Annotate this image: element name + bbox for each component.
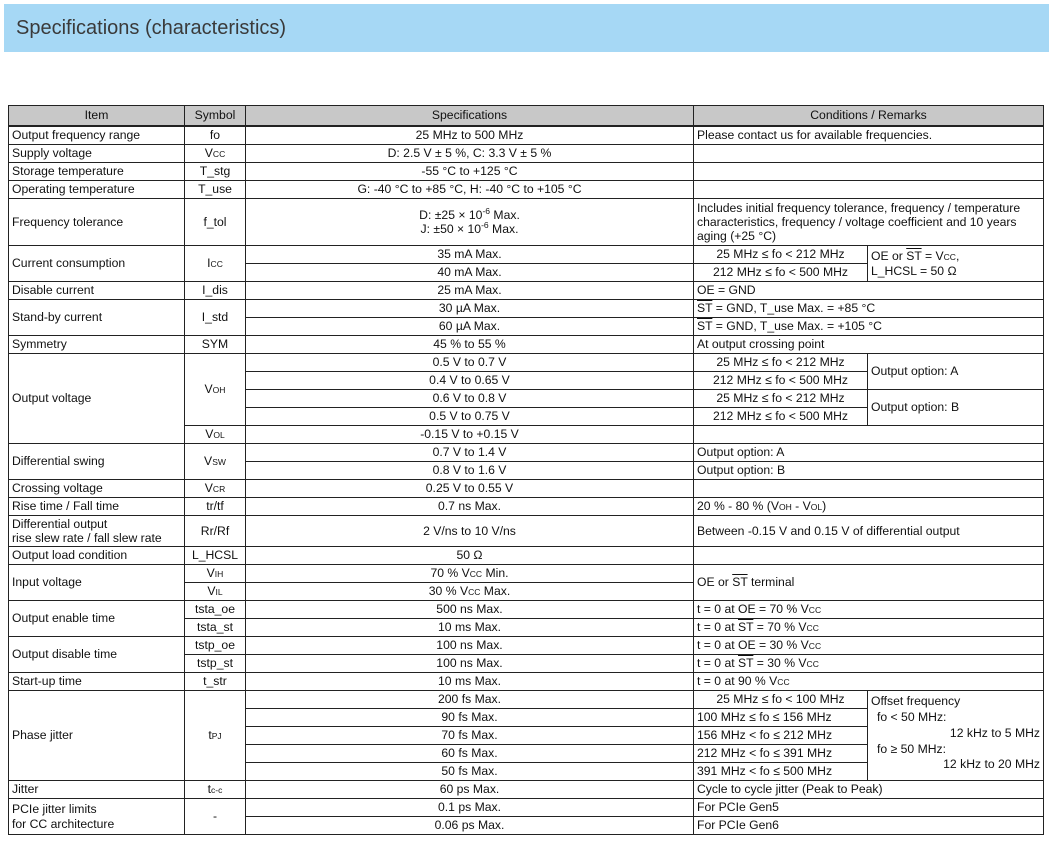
symbol-cell: -: [185, 799, 246, 835]
spec-cell: 25 MHz to 500 MHz: [246, 126, 694, 145]
spec-cell: 0.8 V to 1.6 V: [246, 462, 694, 480]
spec-cell: 0.7 V to 1.4 V: [246, 444, 694, 462]
symbol-cell: VOL: [185, 426, 246, 444]
spec-cell: 0.1 ps Max.: [246, 799, 694, 817]
table-row: [9, 673, 1044, 691]
item-cell: Output enable time: [9, 601, 185, 637]
spec-cell: 30 µA Max.: [246, 300, 694, 318]
item-cell: Jitter: [9, 781, 185, 799]
item-cell: Rise time / Fall time: [9, 498, 185, 516]
condition-cell: 391 MHz < fo ≤ 500 MHz: [694, 763, 868, 781]
symbol-cell: f_tol: [185, 199, 246, 246]
symbol-cell: VIL: [185, 583, 246, 601]
spec-cell: 35 mA Max.: [246, 246, 694, 264]
item-cell: Storage temperature: [9, 163, 185, 181]
spec-cell: 90 fs Max.: [246, 709, 694, 727]
symbol-cell: VCC: [185, 145, 246, 163]
spec-cell: 500 ns Max.: [246, 601, 694, 619]
item-cell: Operating temperature: [9, 181, 185, 199]
symbol-cell: t_str: [185, 673, 246, 691]
symbol-cell: tr/tf: [185, 498, 246, 516]
item-cell: Start-up time: [9, 673, 185, 691]
condition-cell: At output crossing point: [694, 336, 1044, 354]
table-row: [9, 498, 1044, 516]
symbol-cell: fo: [185, 126, 246, 145]
condition-cell: Output option: B: [694, 462, 1044, 480]
item-cell: Output disable time: [9, 637, 185, 673]
condition-cell: Between -0.15 V and 0.15 V of differential output: [694, 516, 1044, 547]
condition-cell: Cycle to cycle jitter (Peak to Peak): [694, 781, 1044, 799]
condition-cell: [694, 181, 1044, 199]
spec-cell: 70 % VCC Min.: [246, 565, 694, 583]
spec-cell: 50 fs Max.: [246, 763, 694, 781]
spec-cell: D: 2.5 V ± 5 %, C: 3.3 V ± 5 %: [246, 145, 694, 163]
item-cell: Input voltage: [9, 565, 185, 601]
table-row: [9, 126, 1044, 145]
item-cell: Current consumption: [9, 246, 185, 282]
condition-cell: t = 0 at OE = 30 % VCC: [694, 637, 1044, 655]
table-row: [9, 691, 1044, 709]
spec-cell: 25 mA Max.: [246, 282, 694, 300]
symbol-cell: Rr/Rf: [185, 516, 246, 547]
table-row: [9, 781, 1044, 799]
condition-cell: 100 MHz ≤ fo ≤ 156 MHz: [694, 709, 868, 727]
item-cell: PCIe jitter limits for CC architecture: [9, 799, 185, 835]
spec-cell: 2 V/ns to 10 V/ns: [246, 516, 694, 547]
spec-cell: 60 µA Max.: [246, 318, 694, 336]
symbol-cell: L_HCSL: [185, 547, 246, 565]
condition-cell: 212 MHz ≤ fo < 500 MHz: [694, 372, 868, 390]
header-item: Item: [9, 106, 185, 127]
condition-cell: t = 0 at OE = 70 % VCC: [694, 601, 1044, 619]
symbol-cell: I_dis: [185, 282, 246, 300]
spec-cell: G: -40 °C to +85 °C, H: -40 °C to +105 °C: [246, 181, 694, 199]
spec-cell: 10 ms Max.: [246, 619, 694, 637]
condition-cell: 25 MHz ≤ fo < 212 MHz: [694, 390, 868, 408]
table-row: [9, 480, 1044, 498]
spec-cell: 60 fs Max.: [246, 745, 694, 763]
condition-cell: [694, 163, 1044, 181]
header-conditions: Conditions / Remarks: [694, 106, 1044, 127]
table-row: [9, 282, 1044, 300]
table-row: [9, 199, 1044, 246]
condition-cell: For PCIe Gen6: [694, 817, 1044, 835]
item-cell: Stand-by current: [9, 300, 185, 336]
condition-cell: 212 MHz ≤ fo < 500 MHz: [694, 264, 868, 282]
symbol-cell: tPJ: [185, 691, 246, 781]
spec-cell: 0.7 ns Max.: [246, 498, 694, 516]
spec-cell: 45 % to 55 %: [246, 336, 694, 354]
condition-cell: OE = GND: [694, 282, 1044, 300]
item-cell: Output voltage: [9, 354, 185, 444]
spec-cell: 0.06 ps Max.: [246, 817, 694, 835]
section-title-banner: [4, 4, 1049, 52]
table-row: [9, 354, 1044, 372]
condition-cell: $\overline{ST}$ = GND, T_use Max. = +105 °C: [694, 318, 1044, 336]
table-row: [9, 145, 1044, 163]
symbol-cell: tsta_oe: [185, 601, 246, 619]
symbol-cell: VSW: [185, 444, 246, 480]
table-row: [9, 246, 1044, 264]
symbol-cell: tstp_oe: [185, 637, 246, 655]
spec-cell: 50 Ω: [246, 547, 694, 565]
item-cell: Output load condition: [9, 547, 185, 565]
spec-cell: -55 °C to +125 °C: [246, 163, 694, 181]
spec-cell: 100 ns Max.: [246, 637, 694, 655]
spec-cell: 0.5 V to 0.75 V: [246, 408, 694, 426]
symbol-cell: SYM: [185, 336, 246, 354]
condition-cell: OE or $\overline{ST}$ terminal: [694, 565, 1044, 601]
specifications-table: [8, 105, 1044, 835]
symbol-cell: tsta_st: [185, 619, 246, 637]
condition-cell: 212 MHz ≤ fo < 500 MHz: [694, 408, 868, 426]
table-row: [9, 300, 1044, 318]
table-row: [9, 444, 1044, 462]
spec-cell: 40 mA Max.: [246, 264, 694, 282]
condition-cell: t = 0 at $\overline{ST} = 30$ % VCC: [694, 655, 1044, 673]
condition-cell: Please contact us for available frequencies.: [694, 126, 1044, 145]
item-cell: Output frequency range: [9, 126, 185, 145]
table-row: [9, 336, 1044, 354]
condition-cell: Includes initial frequency tolerance, frequency / temperature characteristics, frequency / voltage coefficient and 10 years aging (+25 °C): [694, 199, 1044, 246]
symbol-cell: tc-c: [185, 781, 246, 799]
spec-cell: D: $\pm 25 \times 10^{-6}$ Max. J: $\pm 50 \times 10^{-6}$ Max.: [246, 199, 694, 246]
section-title: Specifications (characteristics): [16, 16, 287, 39]
table-row: [9, 516, 1044, 547]
condition-cell: t = 0 at 90 % VCC: [694, 673, 1044, 691]
table-header-row: [9, 106, 1044, 127]
symbol-cell: VIH: [185, 565, 246, 583]
condition-cell: 156 MHz < fo ≤ 212 MHz: [694, 727, 868, 745]
symbol-cell: VOH: [185, 354, 246, 426]
spec-cell: 100 ns Max.: [246, 655, 694, 673]
spec-cell: 0.5 V to 0.7 V: [246, 354, 694, 372]
remark-cell: Output option: B: [868, 390, 1044, 426]
spec-cell: 10 ms Max.: [246, 673, 694, 691]
table-row: [9, 163, 1044, 181]
condition-cell: 20 % - 80 % (VOH - VOL): [694, 498, 1044, 516]
symbol-cell: T_stg: [185, 163, 246, 181]
item-cell: Supply voltage: [9, 145, 185, 163]
table-row: [9, 799, 1044, 817]
condition-cell: [694, 145, 1044, 163]
condition-cell: [694, 426, 1044, 444]
condition-cell: 25 MHz ≤ fo < 100 MHz: [694, 691, 868, 709]
condition-cell: $\overline{ST}$ = GND, T_use Max. = +85 °C: [694, 300, 1044, 318]
item-cell: Symmetry: [9, 336, 185, 354]
condition-cell: [694, 480, 1044, 498]
spec-cell: 70 fs Max.: [246, 727, 694, 745]
spec-cell: 30 % VCC Max.: [246, 583, 694, 601]
condition-cell: Output option: A: [694, 444, 1044, 462]
condition-cell: For PCIe Gen5: [694, 799, 1044, 817]
spec-cell: 0.6 V to 0.8 V: [246, 390, 694, 408]
remark-cell: Offset frequency fo < 50 MHz: 12 kHz to 5 MHz fo ≥ 50 MHz: 12 kHz to 20 MHz: [868, 691, 1044, 781]
table-row: [9, 601, 1044, 619]
item-cell: Phase jitter: [9, 691, 185, 781]
table-row: [9, 637, 1044, 655]
item-cell: Differential output rise slew rate / fall slew rate: [9, 516, 185, 547]
symbol-cell: ICC: [185, 246, 246, 282]
spec-cell: -0.15 V to +0.15 V: [246, 426, 694, 444]
spec-cell: 0.4 V to 0.65 V: [246, 372, 694, 390]
spec-cell: 0.25 V to 0.55 V: [246, 480, 694, 498]
condition-cell: 25 MHz ≤ fo < 212 MHz: [694, 246, 868, 264]
header-symbol: Symbol: [185, 106, 246, 127]
item-cell: Crossing voltage: [9, 480, 185, 498]
condition-cell: 212 MHz < fo ≤ 391 MHz: [694, 745, 868, 763]
spec-cell: 200 fs Max.: [246, 691, 694, 709]
symbol-cell: T_use: [185, 181, 246, 199]
header-specifications: Specifications: [246, 106, 694, 127]
remark-cell: OE or $\overline{ST}$ = VCC, L_HCSL = 50 Ω: [868, 246, 1044, 282]
condition-cell: 25 MHz ≤ fo < 212 MHz: [694, 354, 868, 372]
symbol-cell: VCR: [185, 480, 246, 498]
symbol-cell: tstp_st: [185, 655, 246, 673]
table-row: [9, 181, 1044, 199]
item-cell: Differential swing: [9, 444, 185, 480]
table-row: [9, 565, 1044, 583]
spec-cell: 60 ps Max.: [246, 781, 694, 799]
condition-cell: t = 0 at $\overline{ST} = 70$ % VCC: [694, 619, 1044, 637]
condition-cell: [694, 547, 1044, 565]
table-row: [9, 547, 1044, 565]
item-cell: Frequency tolerance: [9, 199, 185, 246]
symbol-cell: I_std: [185, 300, 246, 336]
remark-cell: Output option: A: [868, 354, 1044, 390]
item-cell: Disable current: [9, 282, 185, 300]
